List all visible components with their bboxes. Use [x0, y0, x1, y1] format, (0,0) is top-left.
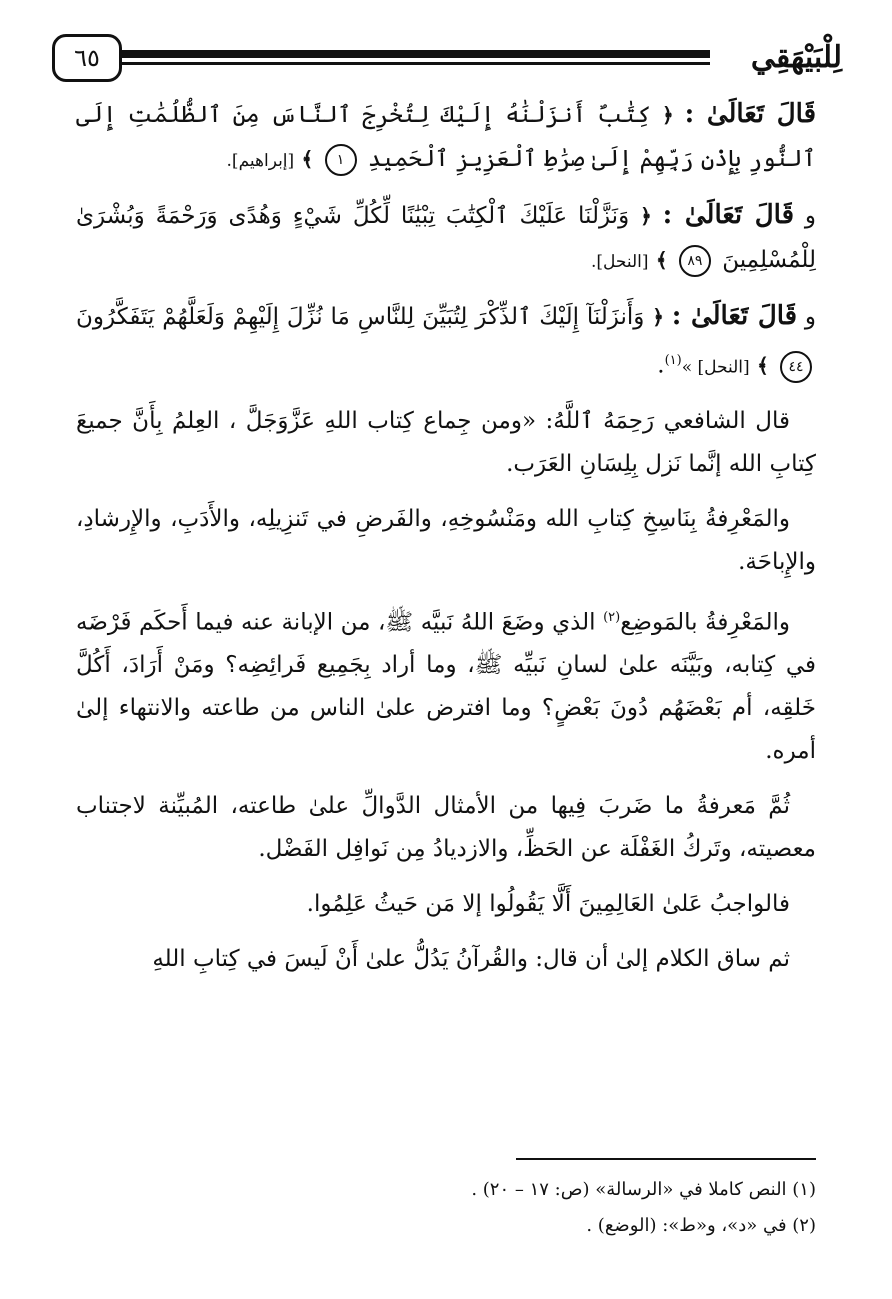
- verse-speaker: قَالَ تَعَالَىٰ :: [671, 301, 798, 331]
- verse-prefix: و: [804, 304, 817, 330]
- paragraph-text-before: والمَعْرِفةُ بالمَوضِع: [620, 609, 790, 636]
- footnote-separator: [516, 1158, 816, 1160]
- verse-speaker: قَالَ تَعَالَىٰ :: [662, 200, 795, 230]
- footnote-1: (١) النص كاملا في «الرسالة» (ص: ١٧ – ٢٠) .: [471, 1179, 816, 1200]
- ayah-number: ٤٤: [780, 351, 812, 383]
- verse-open-bracket: ﴿: [661, 103, 674, 127]
- verse-open-bracket: ﴿: [640, 204, 652, 228]
- verse-close-bracket: ﴾: [756, 353, 769, 378]
- verse-text: وَأَنزَلْنَآ إِلَيْكَ ٱلذِّكْرَ لِتُبَيِّنَ لِلنَّاسِ مَا نُزِّلَ إِلَيْهِمْ وَلَعَلَّهُمْ يَتَفَكَّرُونَ: [76, 304, 645, 330]
- footnote-2: (٢) في «د»، و«ط»: (الوضع) .: [586, 1215, 816, 1236]
- ayah-number: ١: [325, 144, 357, 176]
- footnote-marker: (٢): [603, 609, 621, 625]
- paragraph-amthal: ثُمَّ مَعرفةُ ما ضَربَ فِيها من الأمثال الدَّوالِّ علىٰ طاعته، المُبيِّنة لاجتناب معصيته، وتَركُ الغَفْلَة عن الحَظِّ، والازديادُ مِن نَوافِل الفَضْل.: [76, 793, 816, 863]
- header-rule-thick: [122, 50, 710, 58]
- page-header: [52, 30, 842, 86]
- sura-reference: [النحل].: [590, 252, 649, 272]
- verse-close-bracket: ﴾: [655, 248, 668, 272]
- sura-reference: [إبراهيم].: [226, 151, 295, 171]
- verse-close-bracket: ﴾: [301, 147, 314, 171]
- ayah-number: ٨٩: [679, 245, 711, 277]
- verse-prefix: و: [804, 203, 816, 229]
- verse-block-2: [76, 193, 816, 284]
- footnote-marker: (١): [664, 353, 682, 368]
- footnotes: [76, 1172, 816, 1244]
- paragraph-saq: ثم ساق الكلام إلىٰ أن قال: والقُرآنُ يَدُلُّ علىٰ أَنْ لَيسَ في كِتابِ اللهِ: [152, 946, 790, 973]
- running-title: لِلْبَيْهَقِي: [750, 40, 842, 75]
- verse-block-1: [76, 92, 816, 183]
- header-rule-thin: [122, 62, 710, 65]
- verse-text: وَنَزَّلْنَا عَلَيْكَ ٱلْكِتَٰبَ تِبْيَٰنًا لِّكُلِّ شَيْءٍ وَهُدًى وَرَحْمَةً وَبُشْرَىٰ لِلْمُسْلِمِينَ: [76, 203, 816, 273]
- paragraph-naskh: والمَعْرِفةُ بِنَاسِخِ كِتابِ الله ومَنْسُوخِهِ، والفَرضِ في تَنزِيلِه، والأَدَبِ، والإِرشادِ، والإِباحَة.: [76, 505, 816, 575]
- paragraph-mawdi: [76, 596, 816, 774]
- verse-speaker: قَالَ تَعَالَىٰ :: [684, 99, 817, 129]
- verse-end: .: [657, 352, 665, 379]
- verse-block-3: [76, 294, 816, 390]
- header-rule: [122, 50, 710, 72]
- sura-reference: [النحل] »: [681, 357, 750, 378]
- page-number: ٦٥: [52, 34, 122, 82]
- verse-text: كِتَٰبٌ أَنزَلْنَٰهُ إِلَيْكَ لِتُخْرِجَ ٱلنَّاسَ مِنَ ٱلظُّلُمَٰتِ إِلَى ٱلنُّورِ بِإِذْنِ رَبِّهِمْ إِلَىٰ صِرَٰطِ ٱلْعَزِيزِ ٱلْحَمِيدِ: [76, 102, 816, 172]
- main-text: [76, 92, 816, 993]
- verse-open-bracket: ﴿: [652, 305, 664, 329]
- paragraph-text-after: الذي وضَعَ اللهُ نَبيَّه ﷺ، من الإبانة عنه فيما أَحكَم فَرْضَه في كِتابه، وبَيَّنَه علىٰ لسانِ نَبيِّه ﷺ، وما أراد بِجَمِيع فَرائِضِه؟ ومَنْ أَرَادَ، أَكُلَّ خَلقِه، أم بَعْضَهُم دُونَ بَعْضٍ؟ وما افترض علىٰ الناس من طاعته والانتهاء إلىٰ أمره.: [76, 609, 816, 765]
- paragraph-shafii: قال الشافعي رَحِمَهُ ٱللَّهُ: «ومن جِماع كِتاب اللهِ عَزَّوَجَلَّ ، العِلمُ بِأَنَّ جميعَ كِتابِ الله إنَّما نَزل بِلِسَانِ العَرَب.: [76, 407, 816, 477]
- paragraph-wajib: فالواجبُ عَلىٰ العَالِمِينَ أَلَّا يَقُولُوا إلا مَن حَيثُ عَلِمُوا.: [306, 891, 790, 918]
